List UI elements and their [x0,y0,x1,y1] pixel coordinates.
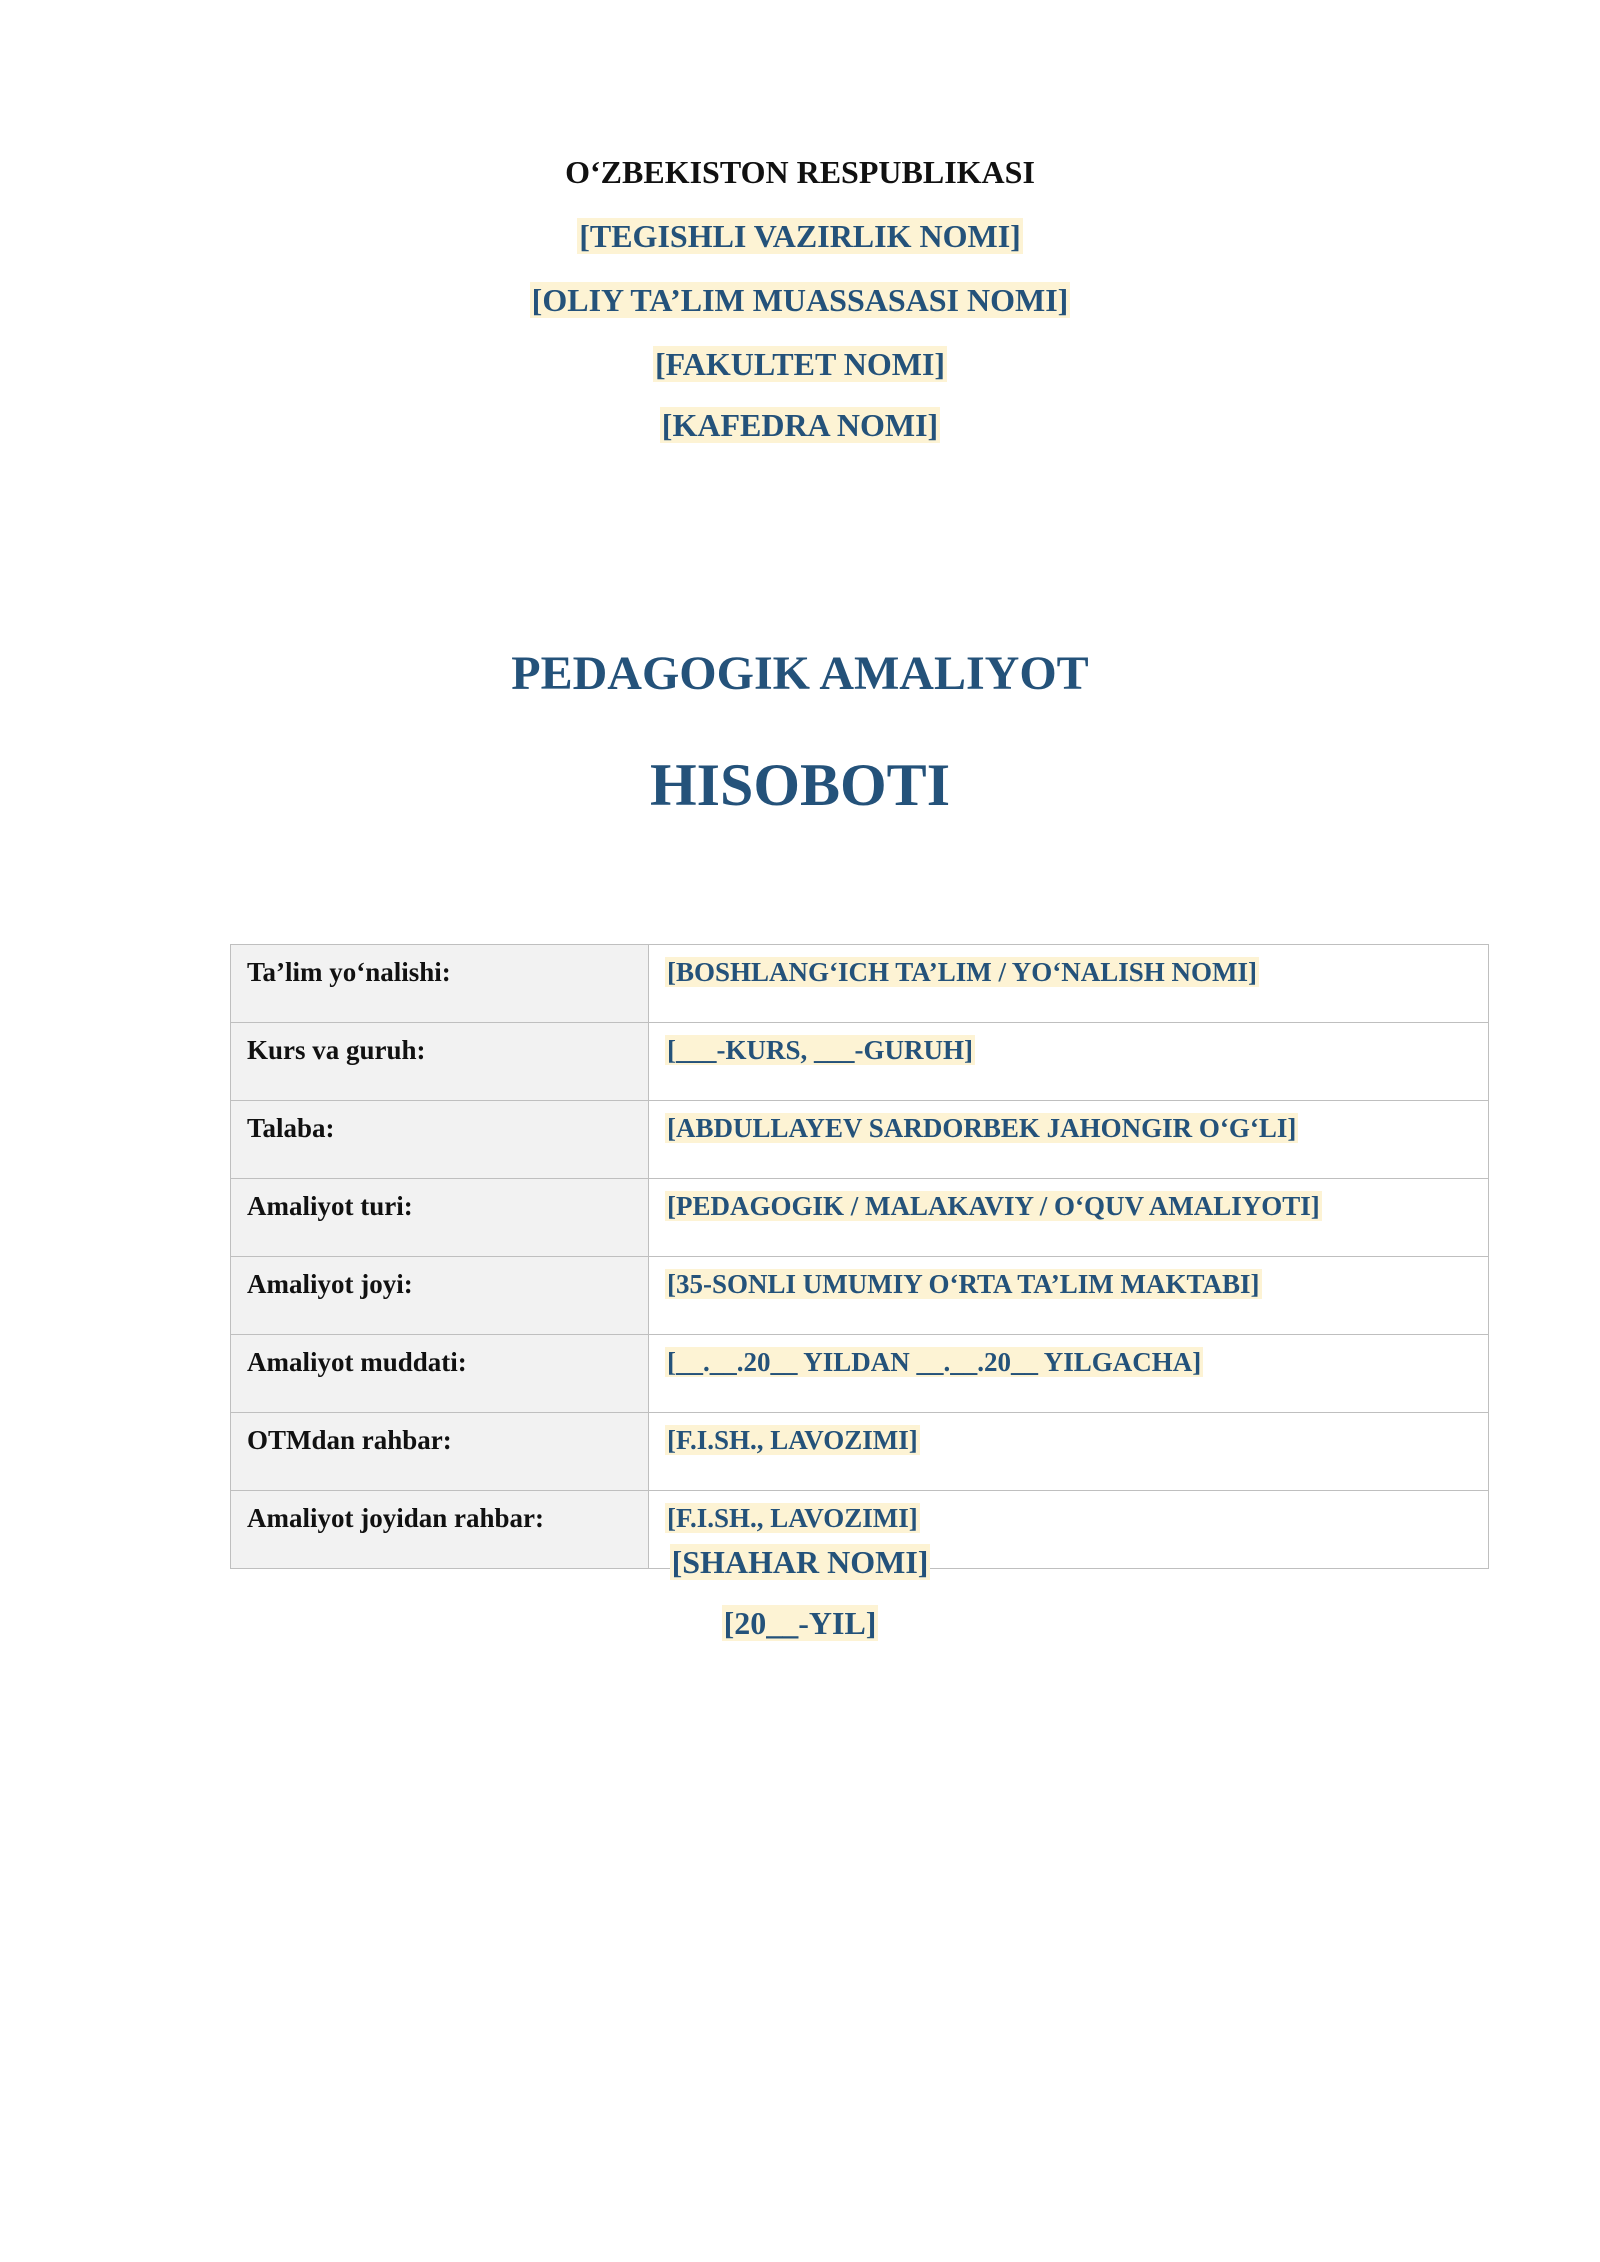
row-value-cell [649,1413,1489,1491]
department-name [0,405,1600,445]
row-label: OTMdan rahbar: [231,1413,649,1491]
row-value: [35-SONLI UMUMIY O‘RTA TA’LIM MAKTABI] [667,1269,1260,1299]
row-value: [PEDAGOGIK / MALAKAVIY / O‘QUV AMALIYOTI] [667,1191,1320,1221]
table-row [231,1179,1489,1257]
ministry-name [0,216,1600,256]
report-title-line1: PEDAGOGIK AMALIYOT [511,647,1089,700]
institution-placeholder: [OLIY TA’LIM MUASSASASI NOMI] [531,282,1069,318]
table-row [231,1335,1489,1413]
faculty-placeholder: [FAKULTET NOMI] [654,346,946,382]
report-title-line2: HISOBOTI [649,752,951,818]
country-text: O‘ZBEKISTON RESPUBLIKASI [565,154,1035,190]
table-row [231,1413,1489,1491]
row-label: Amaliyot joyidan rahbar: [231,1491,649,1569]
row-label: Ta’lim yo‘nalishi: [231,945,649,1023]
row-value-cell [649,945,1489,1023]
row-value-cell [649,1101,1489,1179]
row-value: [__.__.20__ YILDAN __.__.20__ YILGACHA] [667,1347,1202,1377]
row-value: [F.I.SH., LAVOZIMI] [667,1503,918,1533]
city-placeholder: [SHAHAR NOMI] [671,1544,929,1580]
row-label: Talaba: [231,1101,649,1179]
row-value: [ABDULLAYEV SARDORBEK JAHONGIR O‘G‘LI] [667,1113,1297,1143]
table-row [231,1023,1489,1101]
row-value: [___-KURS, ___-GURUH] [667,1035,973,1065]
table-row [231,1257,1489,1335]
year-placeholder: [20__-YIL] [723,1605,877,1641]
table-row [231,945,1489,1023]
country-name [0,152,1600,192]
row-label: Amaliyot turi: [231,1179,649,1257]
row-label: Kurs va guruh: [231,1023,649,1101]
institution-name [0,280,1600,320]
row-label: Amaliyot joyi: [231,1257,649,1335]
department-placeholder: [KAFEDRA NOMI] [661,407,939,443]
table-row [231,1101,1489,1179]
ministry-placeholder: [TEGISHLI VAZIRLIK NOMI] [579,218,1021,254]
faculty-name [0,344,1600,384]
row-value-cell [649,1335,1489,1413]
year [0,1603,1600,1643]
row-value: [BOSHLANG‘ICH TA’LIM / YO‘NALISH NOMI] [667,957,1258,987]
row-value-cell [649,1023,1489,1101]
row-value-cell [649,1179,1489,1257]
report-info-table [230,944,1489,1569]
row-label: Amaliyot muddati: [231,1335,649,1413]
row-value-cell [649,1257,1489,1335]
row-value: [F.I.SH., LAVOZIMI] [667,1425,918,1455]
city-name [0,1542,1600,1582]
